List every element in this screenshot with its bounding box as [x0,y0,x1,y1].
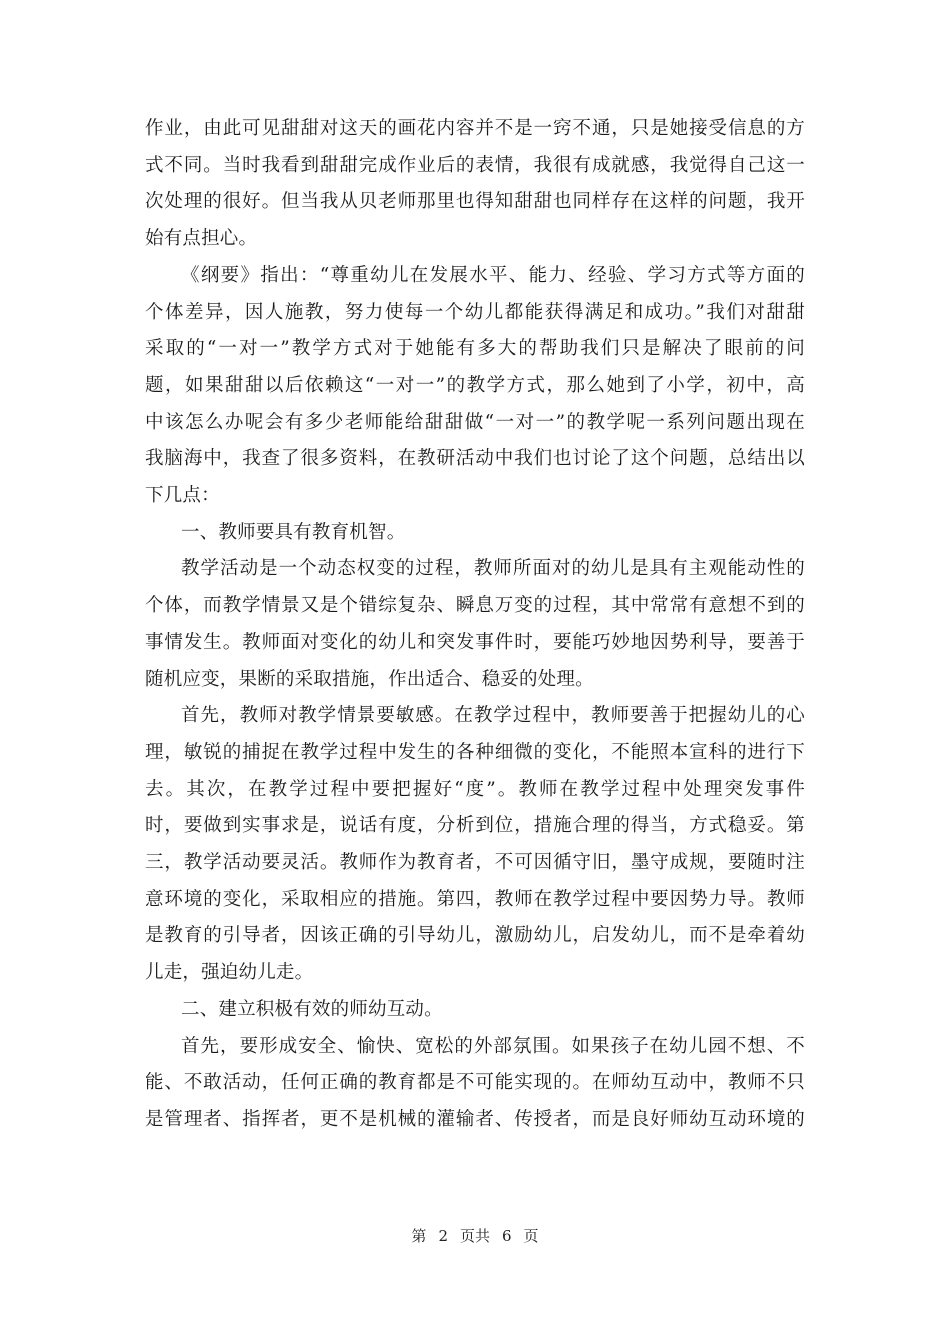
text-line: 儿走，强迫幼儿走。 [145,962,314,983]
text-line: 是管理者、指挥者，更不是机械的灌输者、传授者，而是良好师幼互动环境的 [145,1109,805,1130]
text-line: 下几点： [145,485,220,506]
page-footer [0,1226,950,1246]
text-line: 能、不敢活动，任何正确的教育都是不可能实现的。在师幼互动中，教师不只 [145,1072,805,1093]
text-line: 时，要做到实事求是，说话有度，分析到位，措施合理的得当，方式稳妥。第 [145,815,805,836]
footer-prefix: 第 [411,1227,427,1245]
text-line: 个体，而教学情景又是个错综复杂、瞬息万变的过程，其中常常有意想不到的 [145,595,805,616]
text-line: 是教育的引导者，因该正确的引导幼儿，激励幼儿，启发幼儿，而不是牵着幼 [145,925,805,946]
text-line: 教学活动是一个动态权变的过程，教师所面对的幼儿是具有主观能动性的 [181,558,805,579]
text-line: 随机应变，果断的采取措施，作出适合、稳妥的处理。 [145,669,594,690]
text-line: 式不同。当时我看到甜甜完成作业后的表情，我很有成就感，我觉得自己这一 [145,155,805,176]
text-line: 一、教师要具有教育机智。 [181,522,406,543]
text-line: 我脑海中，我查了很多资料，在教研活动中我们也讨论了这个问题，总结出以 [145,448,805,469]
text-line: 中该怎么办呢会有多少老师能给甜甜做“一对一”的教学呢一系列问题出现在 [145,412,805,433]
footer-middle: 页共 [459,1227,490,1245]
text-line: 个体差异，因人施教，努力使每一个幼儿都能获得满足和成功。”我们对甜甜 [145,302,805,323]
text-line: 次处理的很好。但当我从贝老师那里也得知甜甜也同样存在这样的问题，我开 [145,191,805,212]
text-line: 始有点担心。 [145,228,258,249]
text-line: 作业，由此可见甜甜对这天的画花内容并不是一窍不通，只是她接受信息的方 [145,118,805,139]
text-line: 采取的“一对一”教学方式对于她能有多大的帮助我们只是解决了眼前的问 [145,338,805,359]
text-line: 事情发生。教师面对变化的幼儿和突发事件时，要能巧妙地因势利导，要善于 [145,632,805,653]
text-line: 《纲要》指出：“尊重幼儿在发展水平、能力、经验、学习方式等方面的 [181,265,805,286]
footer-current-page: 2 [438,1227,448,1245]
text-line: 理，敏锐的捕捉在教学过程中发生的各种细微的变化，不能照本宣科的进行下 [145,742,805,763]
text-line: 三，教学活动要灵活。教师作为教育者，不可因循守旧，墨守成规，要随时注 [145,852,805,873]
text-line: 题，如果甜甜以后依赖这“一对一”的教学方式，那么她到了小学，初中，高 [145,375,805,396]
text-line: 首先，要形成安全、愉快、宽松的外部氛围。如果孩子在幼儿园不想、不 [181,1036,805,1057]
footer-total-pages: 6 [502,1227,512,1245]
text-line: 首先，教师对教学情景要敏感。在教学过程中，教师要善于把握幼儿的心 [181,705,805,726]
footer-suffix: 页 [523,1227,539,1245]
text-line: 意环境的变化，采取相应的措施。第四，教师在教学过程中要因势力导。教师 [145,889,805,910]
text-line: 二、建立积极有效的师幼互动。 [181,999,443,1020]
text-line: 去。其次，在教学过程中要把握好“度”。教师在教学过程中处理突发事件 [145,779,805,800]
